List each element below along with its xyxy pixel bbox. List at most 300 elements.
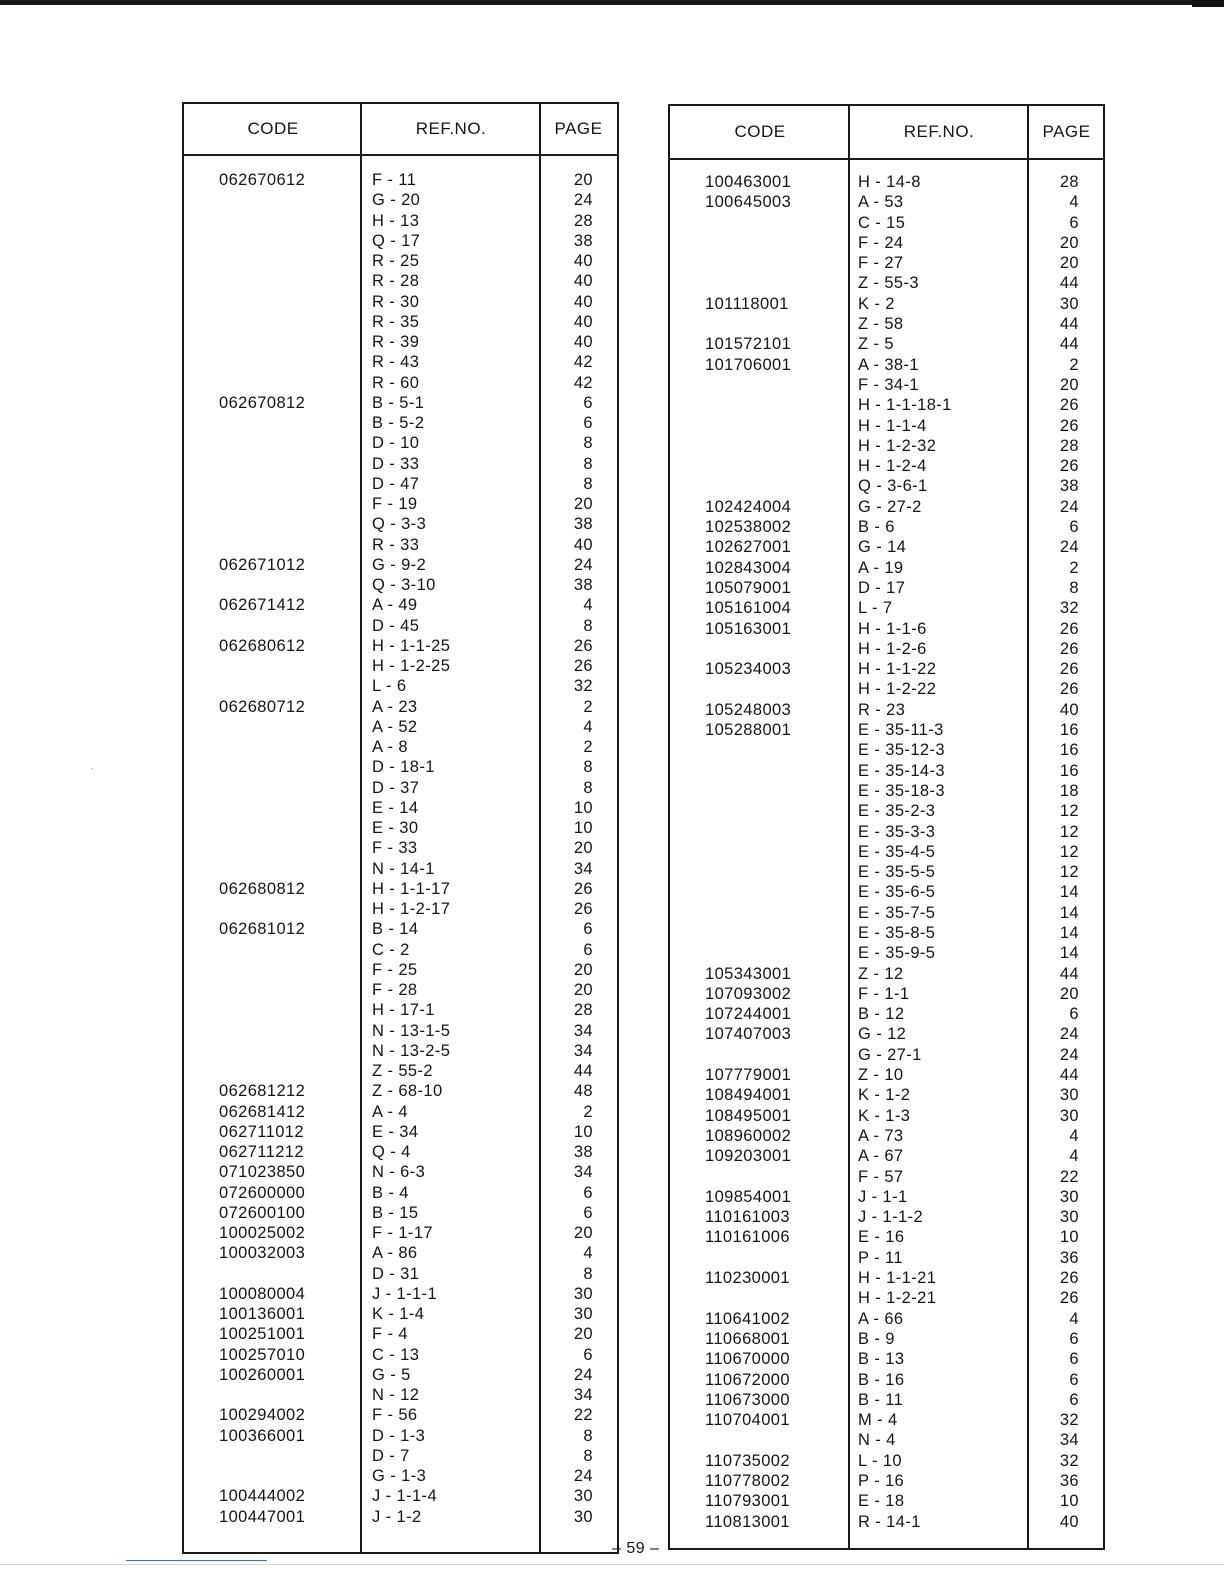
page-cell: 10 xyxy=(573,1122,593,1141)
page-cell: 40 xyxy=(573,312,593,331)
code-cell: 100294002 xyxy=(219,1406,306,1425)
ref-cell: D - 10 xyxy=(372,434,420,453)
ref-cell: J - 1-1-1 xyxy=(372,1284,438,1303)
ref-cell: N - 4 xyxy=(858,1431,896,1450)
page-cell: 12 xyxy=(1059,863,1079,882)
code-cell: 100444002 xyxy=(219,1487,306,1506)
ref-cell: Q - 17 xyxy=(372,231,421,250)
table-row xyxy=(184,656,617,676)
table-row xyxy=(184,1162,617,1182)
table-row xyxy=(184,1405,617,1425)
page-cell: 24 xyxy=(573,555,593,574)
ref-cell: G - 14 xyxy=(858,538,907,557)
table-row xyxy=(184,1486,617,1506)
ref-cell: F - 4 xyxy=(372,1325,408,1344)
page-cell: 8 xyxy=(583,1264,593,1283)
ref-cell: B - 6 xyxy=(858,518,895,537)
ref-cell: J - 1-1 xyxy=(858,1187,908,1206)
table-row xyxy=(670,172,1103,192)
ref-cell: D - 7 xyxy=(372,1446,410,1465)
table-header xyxy=(184,104,617,156)
ref-cell: E - 35-6-5 xyxy=(858,883,936,902)
table-row xyxy=(670,1045,1103,1065)
ref-column-header: REF.NO. xyxy=(415,119,487,138)
table-row xyxy=(184,271,617,291)
table-row xyxy=(670,842,1103,862)
page-cell: 6 xyxy=(583,940,593,959)
ref-cell: B - 14 xyxy=(372,920,419,939)
ref-cell: F - 1-17 xyxy=(372,1224,433,1242)
table-row xyxy=(670,761,1103,781)
table-row xyxy=(670,720,1103,740)
table-row xyxy=(184,940,617,960)
ref-cell: E - 35-7-5 xyxy=(858,903,936,922)
code-cell: 108494001 xyxy=(705,1086,792,1105)
table-row xyxy=(184,798,617,818)
table-row xyxy=(670,1491,1103,1511)
page-cell: 8 xyxy=(583,434,593,453)
table-row xyxy=(184,1426,617,1446)
table-row xyxy=(670,801,1103,821)
ref-cell: Q - 4 xyxy=(372,1143,411,1161)
page-cell: 38 xyxy=(573,515,593,534)
table-row xyxy=(184,231,617,251)
page-cell: 2 xyxy=(1069,355,1079,374)
table-row xyxy=(670,314,1103,334)
table-row xyxy=(184,737,617,757)
table-row xyxy=(670,334,1103,354)
ref-cell: H - 1-2-4 xyxy=(858,457,927,476)
ref-cell: L - 10 xyxy=(858,1451,902,1470)
code-cell: 110668001 xyxy=(705,1329,790,1348)
ref-cell: R - 25 xyxy=(372,252,420,270)
table-row xyxy=(184,616,617,636)
table-row xyxy=(670,1207,1103,1227)
page-cell: 4 xyxy=(1069,1147,1079,1166)
page-cell: 8 xyxy=(583,616,593,635)
code-cell: 100366001 xyxy=(219,1426,306,1445)
page-column-header: PAGE xyxy=(554,119,603,138)
table-row xyxy=(670,659,1103,679)
page-cell: 26 xyxy=(1059,619,1079,638)
ref-cell: E - 16 xyxy=(858,1228,905,1247)
ref-cell: E - 35-3-3 xyxy=(858,822,936,841)
ref-cell: J - 1-2 xyxy=(372,1507,422,1526)
table-row xyxy=(184,555,617,575)
page-cell: 8 xyxy=(583,1446,593,1465)
page-cell: 4 xyxy=(1069,193,1079,212)
table-row xyxy=(184,190,617,210)
ref-cell: H - 1-2-32 xyxy=(858,436,937,455)
table-row xyxy=(184,312,617,332)
page-cell: 22 xyxy=(1059,1167,1079,1186)
page-cell: 34 xyxy=(573,1041,593,1060)
table-row xyxy=(670,578,1103,598)
code-cell: 100032003 xyxy=(219,1244,306,1263)
ref-cell: E - 35-2-3 xyxy=(858,802,936,821)
table-row xyxy=(184,1466,617,1486)
code-cell: 107093002 xyxy=(705,984,792,1003)
code-cell: 105288001 xyxy=(705,721,792,740)
ref-cell: D - 31 xyxy=(372,1264,420,1283)
table-row xyxy=(184,211,617,231)
page-cell: 28 xyxy=(573,1001,593,1020)
code-cell: 102538002 xyxy=(705,518,792,537)
ref-column-header: REF.NO. xyxy=(903,122,975,141)
table-row xyxy=(184,575,617,595)
ref-cell: B - 9 xyxy=(858,1329,895,1348)
ref-cell: E - 14 xyxy=(372,798,419,817)
ref-cell: D - 45 xyxy=(372,616,420,635)
code-cell: 109203001 xyxy=(705,1147,792,1166)
table-row xyxy=(670,1349,1103,1369)
table-row xyxy=(670,1106,1103,1126)
page-cell: 8 xyxy=(583,474,593,493)
ref-cell: Z - 58 xyxy=(858,315,904,334)
ref-cell: E - 35-9-5 xyxy=(858,944,936,963)
page-cell: 20 xyxy=(573,981,593,999)
page-cell: 4 xyxy=(583,596,593,615)
table-row xyxy=(670,984,1103,1004)
page-cell: 30 xyxy=(1059,1106,1079,1125)
page-cell: 28 xyxy=(1059,173,1079,191)
page-cell: 8 xyxy=(1069,578,1079,597)
code-cell: 105234003 xyxy=(705,660,792,679)
code-cell: 100136001 xyxy=(219,1305,306,1323)
bottom-edge-line xyxy=(0,1564,1224,1565)
ref-cell: R - 39 xyxy=(372,333,420,351)
page-cell: 20 xyxy=(573,1224,593,1242)
table-row xyxy=(184,494,617,514)
table-row xyxy=(670,355,1103,375)
page-cell: 44 xyxy=(1059,964,1079,983)
scan-speck: · xyxy=(91,763,95,774)
page-cell: 44 xyxy=(1059,1066,1079,1085)
page-cell: 40 xyxy=(1059,700,1079,719)
table-row xyxy=(670,964,1103,984)
page-cell: 26 xyxy=(573,636,593,655)
code-cell: 110641002 xyxy=(705,1309,790,1328)
ref-cell: N - 12 xyxy=(372,1386,420,1404)
ref-cell: H - 1-2-25 xyxy=(372,657,451,675)
table-row xyxy=(670,822,1103,842)
page-cell: 6 xyxy=(1069,1370,1079,1389)
ref-cell: N - 13-2-5 xyxy=(372,1041,451,1060)
page-cell: 30 xyxy=(1059,294,1079,313)
table-row xyxy=(670,882,1103,902)
ref-cell: Q - 3-10 xyxy=(372,576,436,594)
ref-cell: A - 49 xyxy=(372,596,418,615)
ref-cell: E - 35-14-3 xyxy=(858,761,945,780)
page-cell: 30 xyxy=(573,1284,593,1303)
ref-cell: H - 1-1-21 xyxy=(858,1269,937,1288)
page-cell: 26 xyxy=(1059,457,1079,476)
ref-cell: D - 37 xyxy=(372,778,420,797)
code-cell: 110672000 xyxy=(705,1370,790,1389)
ref-cell: H - 14-8 xyxy=(858,173,921,191)
page-cell: 6 xyxy=(1069,1390,1079,1409)
table-row xyxy=(184,1122,617,1142)
ref-cell: H - 1-2-21 xyxy=(858,1289,937,1308)
ref-cell: A - 73 xyxy=(858,1126,904,1145)
ref-cell: B - 5-2 xyxy=(372,414,425,432)
code-cell: 062681412 xyxy=(219,1102,306,1121)
code-cell: 100257010 xyxy=(219,1345,306,1364)
ref-cell: R - 23 xyxy=(858,700,906,719)
table-row xyxy=(184,838,617,858)
ref-cell: H - 1-1-18-1 xyxy=(858,396,952,415)
index-table-left xyxy=(182,102,619,1554)
table-row xyxy=(670,1471,1103,1491)
table-row xyxy=(670,1309,1103,1329)
top-rule xyxy=(0,0,1224,5)
table-row xyxy=(184,1304,617,1324)
ref-cell: R - 30 xyxy=(372,292,420,311)
page-cell: 38 xyxy=(573,1143,593,1161)
page-cell: 8 xyxy=(583,1426,593,1445)
page-cell: 32 xyxy=(1059,599,1079,618)
table-row xyxy=(184,454,617,474)
ref-cell: H - 1-2-17 xyxy=(372,900,451,918)
ref-cell: N - 14-1 xyxy=(372,859,435,878)
ref-cell: H - 1-1-25 xyxy=(372,636,451,655)
code-cell: 102843004 xyxy=(705,558,792,577)
code-cell: 062680612 xyxy=(219,636,306,655)
ref-cell: D - 1-3 xyxy=(372,1426,426,1445)
page-cell: 2 xyxy=(583,1102,593,1121)
ref-cell: H - 1-2-6 xyxy=(858,639,927,658)
ref-cell: B - 16 xyxy=(858,1370,905,1389)
table-row xyxy=(184,1203,617,1223)
ref-cell: M - 4 xyxy=(858,1411,898,1430)
page-cell: 28 xyxy=(1059,436,1079,455)
ref-cell: A - 19 xyxy=(858,558,904,577)
ref-cell: E - 30 xyxy=(372,819,419,837)
ref-cell: A - 86 xyxy=(372,1244,418,1263)
code-cell: 110793001 xyxy=(705,1492,790,1511)
code-cell: 062671012 xyxy=(219,555,306,574)
table-row xyxy=(184,1264,617,1284)
table-row xyxy=(184,413,617,433)
ref-cell: A - 23 xyxy=(372,697,418,716)
ref-cell: E - 35-8-5 xyxy=(858,923,936,942)
page-cell: 34 xyxy=(573,1021,593,1040)
page-cell: 6 xyxy=(1069,1005,1079,1024)
table-row xyxy=(184,1142,617,1162)
table-row xyxy=(184,636,617,656)
page-cell: 24 xyxy=(573,1467,593,1485)
table-row xyxy=(670,436,1103,456)
page-cell: 26 xyxy=(573,657,593,675)
ref-cell: Z - 12 xyxy=(858,964,904,983)
page-cell: 44 xyxy=(1059,274,1079,293)
page-cell: 10 xyxy=(573,819,593,837)
table-row xyxy=(184,373,617,393)
code-cell: 110704001 xyxy=(705,1411,790,1430)
table-row xyxy=(184,717,617,737)
ref-cell: F - 1-1 xyxy=(858,984,910,1003)
table-row xyxy=(670,1268,1103,1288)
page-cell: 16 xyxy=(1059,741,1079,760)
page-cell: 38 xyxy=(1059,477,1079,496)
page-cell: 20 xyxy=(1059,233,1079,252)
page-cell: 4 xyxy=(583,1244,593,1263)
top-rule-end xyxy=(1192,0,1224,7)
table-row xyxy=(670,740,1103,760)
ref-cell: F - 34-1 xyxy=(858,375,919,394)
page-cell: 24 xyxy=(573,1365,593,1384)
ref-cell: D - 33 xyxy=(372,454,420,473)
ref-cell: A - 67 xyxy=(858,1147,904,1166)
page-cell: 40 xyxy=(573,333,593,351)
ref-cell: R - 35 xyxy=(372,312,420,331)
table-row xyxy=(184,1243,617,1263)
ref-cell: R - 28 xyxy=(372,272,420,291)
table-row xyxy=(184,474,617,494)
ref-cell: C - 2 xyxy=(372,940,410,959)
page-cell: 10 xyxy=(573,798,593,817)
table-row xyxy=(184,1446,617,1466)
table-row xyxy=(670,1410,1103,1430)
table-row xyxy=(670,1187,1103,1207)
table-row xyxy=(184,170,617,190)
page-cell: 6 xyxy=(1069,1329,1079,1348)
code-cell: 101572101 xyxy=(705,335,792,354)
table-row xyxy=(670,781,1103,801)
ref-cell: L - 6 xyxy=(372,677,407,696)
table-row xyxy=(670,923,1103,943)
ref-cell: A - 53 xyxy=(858,193,904,212)
ref-cell: H - 1-1-22 xyxy=(858,660,937,679)
table-row xyxy=(670,1512,1103,1532)
code-cell: 100463001 xyxy=(705,173,792,191)
code-cell: 110735002 xyxy=(705,1451,790,1470)
ref-cell: R - 33 xyxy=(372,535,420,554)
table-row xyxy=(670,619,1103,639)
table-row xyxy=(184,535,617,555)
table-row xyxy=(670,273,1103,293)
table-row xyxy=(184,818,617,838)
page-cell: 4 xyxy=(1069,1126,1079,1145)
page-cell: 6 xyxy=(1069,213,1079,232)
code-cell: 072600000 xyxy=(219,1183,306,1202)
table-row xyxy=(670,1004,1103,1024)
ref-cell: B - 5-1 xyxy=(372,393,425,412)
code-cell: 108495001 xyxy=(705,1106,792,1125)
ref-cell: H - 1-2-22 xyxy=(858,680,937,699)
code-cell: 107779001 xyxy=(705,1066,792,1085)
ref-cell: K - 1-4 xyxy=(372,1305,425,1323)
ref-cell: G - 12 xyxy=(858,1025,907,1044)
table-row xyxy=(670,1024,1103,1044)
ref-cell: P - 11 xyxy=(858,1248,903,1267)
ref-cell: G - 1-3 xyxy=(372,1467,427,1485)
page-cell: 20 xyxy=(1059,984,1079,1003)
table-row xyxy=(670,497,1103,517)
ref-cell: A - 8 xyxy=(372,738,408,756)
ref-cell: E - 35-18-3 xyxy=(858,781,945,800)
code-column-header: CODE xyxy=(247,119,299,138)
ref-cell: B - 12 xyxy=(858,1005,905,1024)
table-row xyxy=(184,899,617,919)
page-cell: 6 xyxy=(583,414,593,432)
page-cell: 30 xyxy=(1059,1187,1079,1206)
page-cell: 20 xyxy=(573,171,593,189)
table-row xyxy=(184,1021,617,1041)
ref-cell: F - 19 xyxy=(372,495,418,513)
table-row xyxy=(670,1390,1103,1410)
ref-cell: Q - 3-6-1 xyxy=(858,477,928,496)
page-cell: 32 xyxy=(1059,1451,1079,1470)
table-row xyxy=(670,1085,1103,1105)
code-cell: 100447001 xyxy=(219,1507,306,1526)
page-cell: 44 xyxy=(1059,315,1079,334)
page-cell: 2 xyxy=(1069,558,1079,577)
code-cell: 110673000 xyxy=(705,1390,790,1409)
ref-cell: B - 15 xyxy=(372,1203,419,1222)
page-cell: 24 xyxy=(1059,497,1079,516)
table-row xyxy=(670,1126,1103,1146)
page-column-header: PAGE xyxy=(1042,122,1091,141)
page-number: – 59 – xyxy=(612,1540,660,1557)
table-row xyxy=(184,1284,617,1304)
table-row xyxy=(670,903,1103,923)
code-cell: 100645003 xyxy=(705,193,792,212)
page-cell: 38 xyxy=(573,576,593,594)
code-cell: 105079001 xyxy=(705,578,792,597)
page-cell: 20 xyxy=(1059,254,1079,273)
table-row xyxy=(184,919,617,939)
table-row xyxy=(670,1227,1103,1247)
ref-cell: K - 1-3 xyxy=(858,1106,911,1125)
page-cell: 12 xyxy=(1059,802,1079,821)
page-cell: 6 xyxy=(583,1203,593,1222)
page-cell: 26 xyxy=(573,900,593,918)
code-cell: 062681012 xyxy=(219,920,306,939)
ref-cell: B - 11 xyxy=(858,1390,904,1409)
page-cell: 24 xyxy=(1059,1025,1079,1044)
code-cell: 101118001 xyxy=(705,294,789,313)
table-row xyxy=(670,1065,1103,1085)
page-cell: 4 xyxy=(1069,1309,1079,1328)
ref-cell: A - 66 xyxy=(858,1309,904,1328)
table-row xyxy=(184,980,617,1000)
table-row xyxy=(184,1061,617,1081)
page-cell: 40 xyxy=(573,292,593,311)
code-cell: 062711212 xyxy=(219,1143,304,1161)
page-cell: 36 xyxy=(1059,1248,1079,1267)
code-cell: 109854001 xyxy=(705,1187,792,1206)
ref-cell: L - 7 xyxy=(858,599,893,618)
ref-cell: N - 13-1-5 xyxy=(372,1021,451,1040)
table-row xyxy=(184,1365,617,1385)
ref-cell: P - 16 xyxy=(858,1472,905,1490)
table-row xyxy=(670,558,1103,578)
page-cell: 6 xyxy=(583,1183,593,1202)
table-row xyxy=(184,879,617,899)
table-row xyxy=(670,1146,1103,1166)
code-cell: 105163001 xyxy=(705,619,792,638)
code-cell: 102424004 xyxy=(705,497,792,516)
table-row xyxy=(184,514,617,534)
ref-cell: C - 15 xyxy=(858,213,906,232)
page-cell: 40 xyxy=(1059,1512,1079,1531)
page-cell: 28 xyxy=(573,211,593,230)
page-cell: 40 xyxy=(573,252,593,270)
page-cell: 42 xyxy=(573,353,593,372)
table-row xyxy=(670,537,1103,557)
table-row xyxy=(670,456,1103,476)
